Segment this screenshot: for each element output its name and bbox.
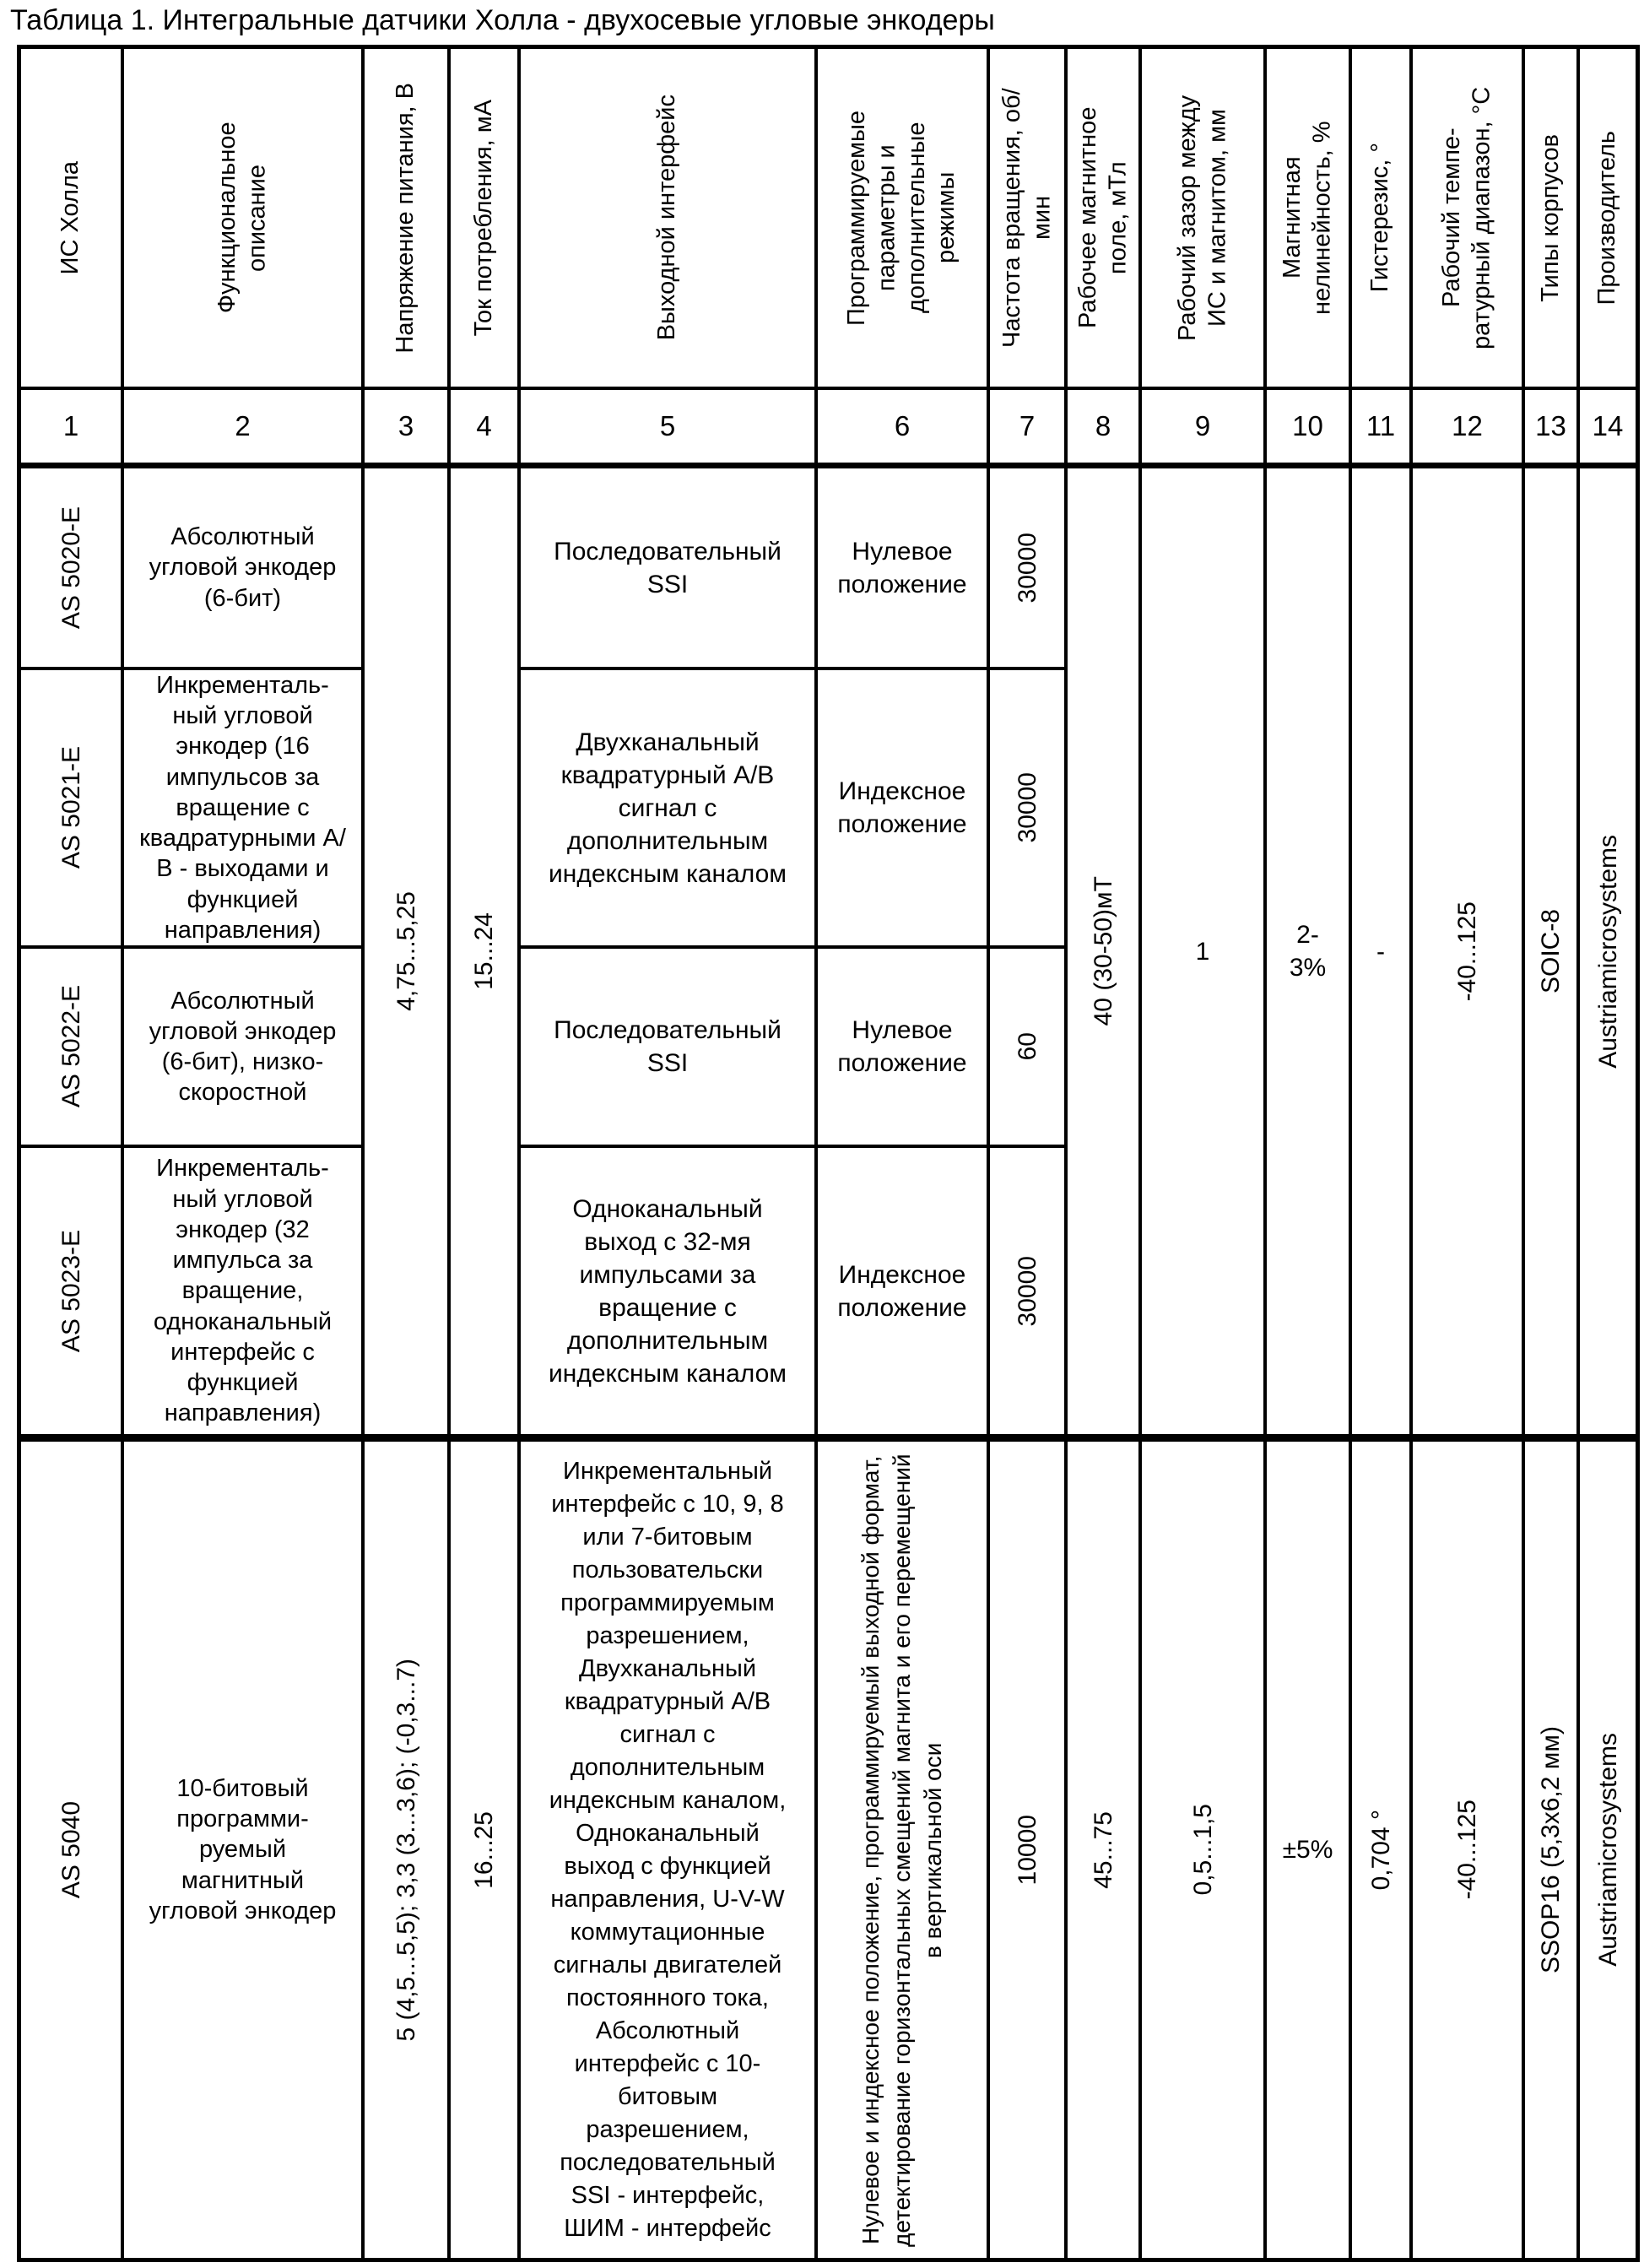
row1-speed-text: 30000 <box>1013 532 1041 604</box>
group-package-text: SOIC-8 <box>1537 908 1565 994</box>
header-manufacturer <box>1576 49 1636 387</box>
header-programmable-params <box>814 49 987 387</box>
header-package-types-label: Типы корпусов <box>1536 133 1564 302</box>
col-number-9: 9 <box>1138 387 1263 463</box>
row4-chip <box>21 1145 121 1434</box>
header-description <box>121 49 361 387</box>
row4-speed-text: 30000 <box>1013 1255 1041 1327</box>
row5-magnetic-field-text: 45...75 <box>1089 1811 1117 1889</box>
row2-chip-text: AS 5021-E <box>57 746 85 869</box>
row5-supply-current <box>447 1434 517 2258</box>
row5-description: 10-битовый программи-руемый магнитный угловой энкодер <box>121 1434 361 2258</box>
row5-params-text: Нулевое и индексное положение, программируемый выходной формат, детектирование горизонтальных смещений магнита и его перемещений в вертикальной оси <box>857 1453 946 2247</box>
row1-chip-text: AS 5020-E <box>57 506 85 630</box>
header-rotation-speed <box>987 49 1064 387</box>
row4-interface: Одноканальный выход с 32-мя импульсами за вращение с дополнительным индексным каналом <box>517 1145 814 1434</box>
col-number-2: 2 <box>121 387 361 463</box>
row1-params: Нулевое положение <box>814 463 987 667</box>
row3-params: Нулевое положение <box>814 945 987 1145</box>
row5-magnetic-field <box>1064 1434 1138 2258</box>
header-programmable-params-label: Программируемые параметры и дополнительные режимы <box>843 110 960 326</box>
group-supply-current <box>447 463 517 1434</box>
row5-temperature-range-text: -40...125 <box>1453 1800 1481 1900</box>
header-temperature-range <box>1409 49 1522 387</box>
group-air-gap: 1 <box>1138 463 1263 1434</box>
row3-interface: Последовательный SSI <box>517 945 814 1145</box>
header-manufacturer-label: Производитель <box>1593 130 1621 306</box>
row5-package-text: SSOP16 (5,3x6,2 мм) <box>1537 1725 1565 1974</box>
row2-description: Инкременталь-ный угловой энкодер (16 импульсов за вращение с квадратурными А/В - выходами и функцией направления) <box>121 667 361 945</box>
row3-speed-text: 60 <box>1013 1032 1041 1061</box>
row1-interface: Последовательный SSI <box>517 463 814 667</box>
group-magnetic-field <box>1064 463 1138 1434</box>
header-magnetic-field <box>1064 49 1138 387</box>
header-magnetic-nonlinearity <box>1263 49 1349 387</box>
header-hysteresis <box>1349 49 1409 387</box>
col-number-12: 12 <box>1409 387 1522 463</box>
row5-supply-voltage-text: 5 (4,5...5,5); 3,3 (3...3,6); (-0,3...7) <box>392 1658 420 2042</box>
row5-chip-text: AS 5040 <box>57 1800 85 1899</box>
row3-chip <box>21 945 121 1145</box>
group-temperature-range-text: -40...125 <box>1453 901 1481 1002</box>
group-magnetic-field-text: 40 (30-50)мТ <box>1089 876 1117 1026</box>
row5-supply-current-text: 16...25 <box>470 1811 498 1889</box>
row2-interface: Двухканальный квадратурный А/В сигнал с дополнительным индексным каналом <box>517 667 814 945</box>
header-package-types <box>1522 49 1576 387</box>
row3-description: Абсолютный угловой энкодер (6-бит), низко-скоростной <box>121 945 361 1145</box>
header-magnetic-field-label: Рабочее магнитное поле, мТл <box>1073 106 1131 329</box>
col-number-3: 3 <box>361 387 447 463</box>
row2-chip <box>21 667 121 945</box>
header-description-label: Функциональное описание <box>214 122 271 314</box>
row1-description: Абсолютный угловой энкодер (6-бит) <box>121 463 361 667</box>
row5-hysteresis-text: 0,704 ° <box>1366 1809 1395 1891</box>
group-manufacturer <box>1576 463 1636 1434</box>
row5-params <box>814 1434 987 2258</box>
page-title: Таблица 1. Интегральные датчики Холла - двухосевые угловые энкодеры <box>10 4 995 36</box>
col-number-6: 6 <box>814 387 987 463</box>
group-hysteresis: - <box>1349 463 1409 1434</box>
row5-manufacturer-text: Austriamicrosystems <box>1593 1733 1622 1967</box>
row5-air-gap <box>1138 1434 1263 2258</box>
row2-speed <box>987 667 1064 945</box>
col-number-1: 1 <box>21 387 121 463</box>
row5-supply-voltage <box>361 1434 447 2258</box>
row5-air-gap-text: 0,5...1,5 <box>1188 1804 1217 1896</box>
header-air-gap-label: Рабочий зазор между ИС и магнитом, мм <box>1173 95 1230 341</box>
row5-hysteresis <box>1349 1434 1409 2258</box>
row4-description: Инкременталь-ный угловой энкодер (32 импульса за вращение, одноканальный интерфейс с функцией направления) <box>121 1145 361 1434</box>
row5-package <box>1522 1434 1576 2258</box>
header-temperature-range-label: Рабочий темпе-ратурный диапазон, °С <box>1438 86 1495 349</box>
row5-speed-text: 10000 <box>1013 1814 1041 1886</box>
header-hysteresis-label: Гистерезис, ° <box>1366 143 1394 293</box>
col-number-14: 14 <box>1576 387 1636 463</box>
row5-nonlinearity: ±5% <box>1263 1434 1349 2258</box>
row4-speed <box>987 1145 1064 1434</box>
header-magnetic-nonlinearity-label: Магнитная нелинейность, % <box>1279 121 1336 315</box>
header-supply-voltage-label: Напряжение питания, В <box>392 82 419 354</box>
header-chip <box>21 49 121 387</box>
header-output-interface-label: Выходной интерфейс <box>653 95 681 341</box>
col-number-11: 11 <box>1349 387 1409 463</box>
col-number-4: 4 <box>447 387 517 463</box>
col-number-8: 8 <box>1064 387 1138 463</box>
row5-temperature-range <box>1409 1434 1522 2258</box>
group-temperature-range <box>1409 463 1522 1434</box>
group-nonlinearity: 2-3% <box>1263 463 1349 1434</box>
row5-manufacturer <box>1576 1434 1636 2258</box>
header-supply-voltage <box>361 49 447 387</box>
group-package <box>1522 463 1576 1434</box>
col-number-7: 7 <box>987 387 1064 463</box>
group-supply-voltage-text: 4,75...5,25 <box>392 891 420 1011</box>
col-number-10: 10 <box>1263 387 1349 463</box>
row5-interface: Инкрементальный интерфейс с 10, 9, 8 или 7-битовым пользовательски программируемым разрешением, Двухканальный квадратурный А/В сигнал с дополнительным индексным каналом, Одноканальный выход с функцией направления, U-V-W коммутационные сигналы двигателей постоянного тока, Абсолютный интерфейс с 10-битовым разрешением, последовательный SSI - интерфейс, ШИМ - интерфейс <box>517 1434 814 2258</box>
row3-chip-text: AS 5022-E <box>57 985 85 1108</box>
row4-chip-text: AS 5023-E <box>57 1229 85 1353</box>
row5-chip <box>21 1434 121 2258</box>
header-output-interface <box>517 49 814 387</box>
header-chip-label: ИС Холла <box>57 160 84 275</box>
row3-speed <box>987 945 1064 1145</box>
header-air-gap <box>1138 49 1263 387</box>
row1-chip <box>21 463 121 667</box>
col-number-13: 13 <box>1522 387 1576 463</box>
group-supply-current-text: 15...24 <box>470 912 498 990</box>
row2-params: Индексное положение <box>814 667 987 945</box>
row1-speed <box>987 463 1064 667</box>
group-supply-voltage <box>361 463 447 1434</box>
row5-speed <box>987 1434 1064 2258</box>
header-supply-current-label: Ток потребления, мА <box>469 99 497 337</box>
group-manufacturer-text: Austriamicrosystems <box>1593 834 1622 1069</box>
header-rotation-speed-label: Частота вращения, об/мин <box>998 88 1055 348</box>
row4-params: Индексное положение <box>814 1145 987 1434</box>
hall-encoders-table <box>17 45 1640 2262</box>
col-number-5: 5 <box>517 387 814 463</box>
row2-speed-text: 30000 <box>1013 772 1041 843</box>
header-supply-current <box>447 49 517 387</box>
